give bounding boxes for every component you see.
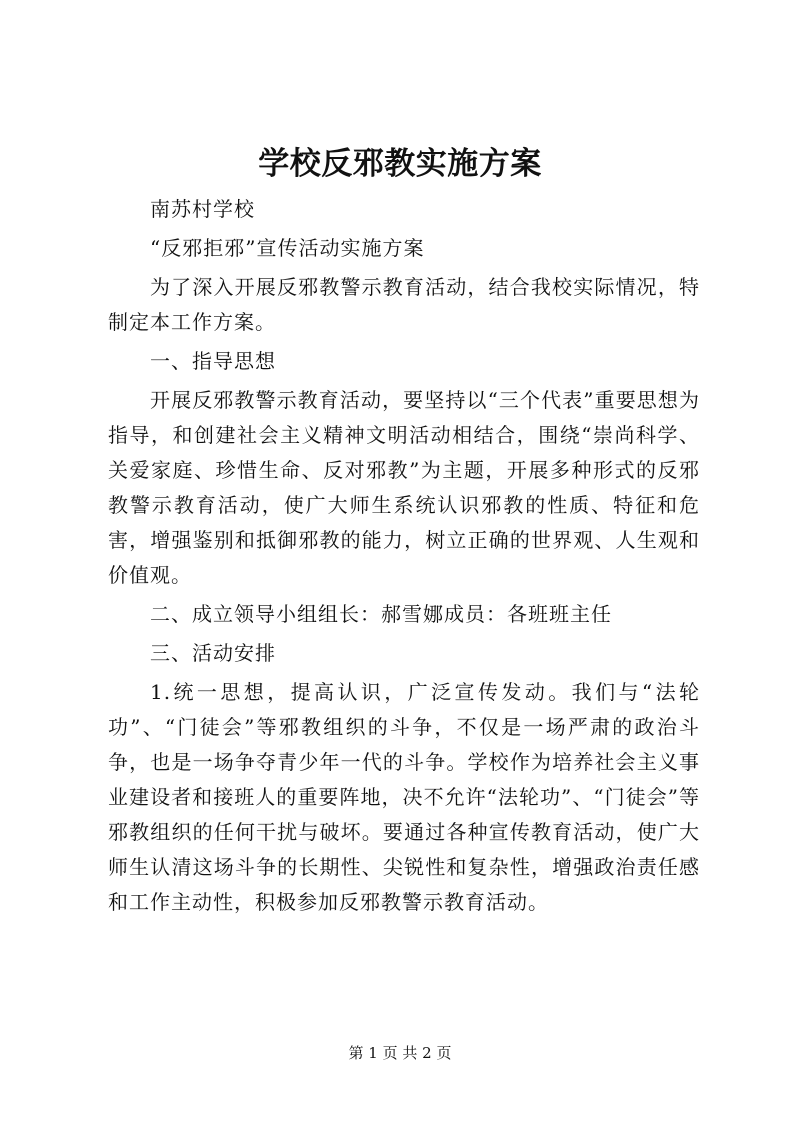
section-3-heading: 三、活动安排 [150, 641, 276, 665]
document-title: 学校反邪教实施方案 [258, 146, 542, 182]
document-body [108, 192, 700, 924]
intro-paragraph: 为了深入开展反邪教警示教育活动，结合我校实际情况，特制定本工作方案。 [108, 275, 700, 334]
section-2-line: 二、成立领导小组组长：郝雪娜成员：各班班主任 [150, 602, 612, 626]
document-subtitle: “反邪拒邪”宣传活动实施方案 [150, 236, 425, 260]
section-1-paragraph: 开展反邪教警示教育活动，要坚持以“三个代表”重要思想为指导，和创建社会主义精神文明活动相结合，围绕“崇尚科学、关爱家庭、珍惜生命、反对邪教”为主题，开展多种形式的反邪教警示教育活动，使广大师生系统认识邪教的性质、特征和危害，增强鉴别和抵御邪教的能力，树立正确的世界观、人生观和价值观。 [108, 388, 700, 587]
school-name: 南苏村学校 [150, 197, 255, 221]
section-1-heading: 一、指导思想 [150, 349, 276, 373]
section-3-item-1: 1.统一思想，提高认识，广泛宣传发动。我们与“法轮功”、“门徒会”等邪教组织的斗争，不仅是一场严肃的政治斗争，也是一场争夺青少年一代的斗争。学校作为培养社会主义事业建设者和接班人的重要阵地，决不允许“法轮功”、“门徒会”等邪教组织的任何干扰与破坏。要通过各种宣传教育活动，使广大师生认清这场斗争的长期性、尖锐性和复杂性，增强政治责任感和工作主动性，积极参加反邪教警示教育活动。 [108, 680, 700, 914]
page-footer: 第 1 页 共 2 页 [348, 1044, 452, 1062]
